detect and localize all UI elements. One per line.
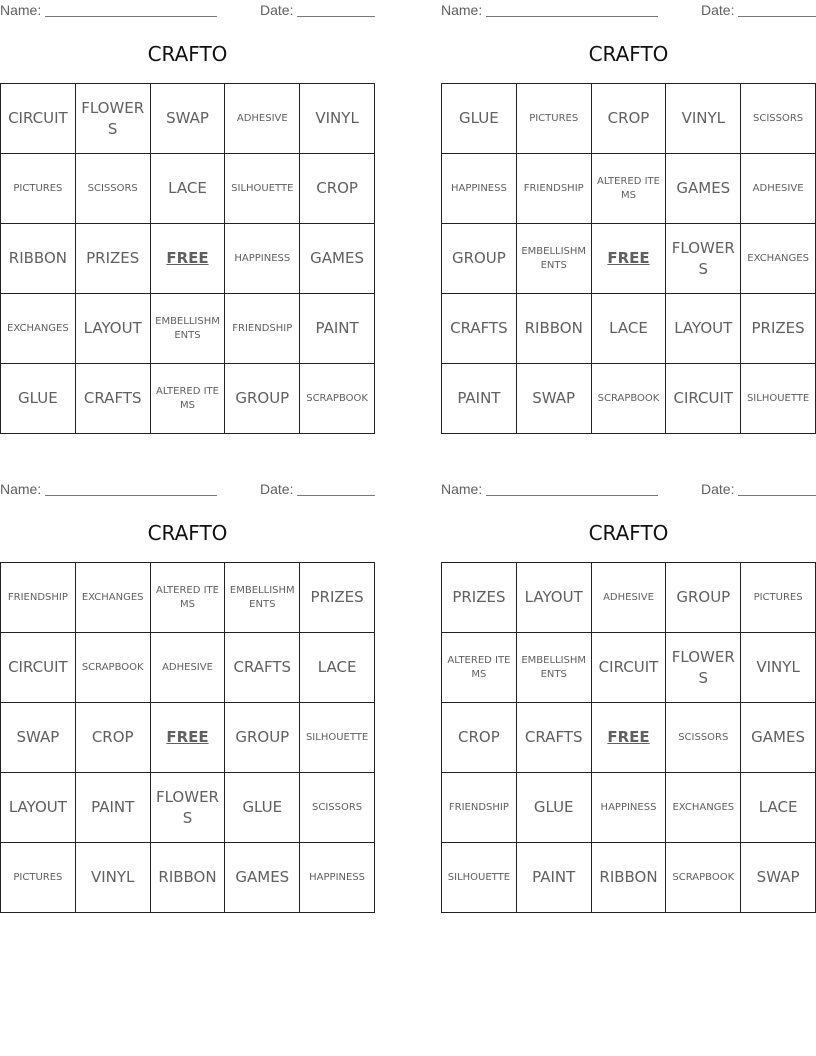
name-field-line — [45, 495, 217, 496]
date-label: Date: — [701, 481, 735, 497]
bingo-cell: PICTURES — [1, 843, 76, 913]
bingo-cell: SILHOUETTE — [300, 703, 375, 773]
bingo-cell: ALTERED ITEMS — [151, 563, 226, 633]
bingo-cell: PICTURES — [741, 563, 816, 633]
card-title: CRAFTO — [588, 521, 669, 545]
free-space-cell: FREE — [151, 224, 226, 294]
date-label: Date: — [701, 2, 735, 18]
bingo-cell: EXCHANGES — [1, 294, 76, 364]
bingo-cell: ADHESIVE — [225, 84, 300, 154]
bingo-cell: RIBBON — [592, 843, 667, 913]
bingo-cell: PRIZES — [300, 563, 375, 633]
bingo-cell: HAPPINESS — [592, 773, 667, 843]
bingo-cell: SCRAPBOOK — [592, 364, 667, 434]
bingo-cell: SWAP — [741, 843, 816, 913]
bingo-card-4 — [441, 479, 816, 913]
bingo-cell: ADHESIVE — [741, 154, 816, 224]
date-field-line — [738, 16, 816, 17]
bingo-cell: GLUE — [442, 84, 517, 154]
bingo-cell: LACE — [151, 154, 226, 224]
bingo-cell: SCISSORS — [76, 154, 151, 224]
bingo-cell: ADHESIVE — [151, 633, 226, 703]
bingo-cell: LACE — [592, 294, 667, 364]
bingo-cell: PICTURES — [517, 84, 592, 154]
bingo-cell: RIBBON — [151, 843, 226, 913]
bingo-cell: PRIZES — [442, 563, 517, 633]
bingo-cell: CIRCUIT — [666, 364, 741, 434]
name-label: Name: — [441, 2, 483, 18]
name-field-line — [45, 16, 217, 17]
bingo-cell: SCISSORS — [666, 703, 741, 773]
bingo-cell: CROP — [76, 703, 151, 773]
bingo-cell: FLOWERS — [666, 224, 741, 294]
bingo-cell: SWAP — [517, 364, 592, 434]
free-space-cell: FREE — [592, 224, 667, 294]
bingo-cell: EMBELLISHMENTS — [151, 294, 226, 364]
bingo-cell: PAINT — [76, 773, 151, 843]
bingo-card-1 — [0, 0, 375, 434]
bingo-cell: GAMES — [225, 843, 300, 913]
bingo-cell: EXCHANGES — [666, 773, 741, 843]
bingo-cell: VINYL — [741, 633, 816, 703]
bingo-cell: CROP — [592, 84, 667, 154]
bingo-cell: FRIENDSHIP — [225, 294, 300, 364]
bingo-cell: PAINT — [442, 364, 517, 434]
date-label: Date: — [260, 2, 294, 18]
bingo-cell: SILHOUETTE — [442, 843, 517, 913]
free-space-cell: FREE — [592, 703, 667, 773]
bingo-cell: CIRCUIT — [592, 633, 667, 703]
bingo-cell: CRAFTS — [225, 633, 300, 703]
card-header — [0, 479, 375, 499]
date-field-line — [297, 495, 375, 496]
bingo-cell: RIBBON — [1, 224, 76, 294]
bingo-cell: FRIENDSHIP — [517, 154, 592, 224]
bingo-cell: VINYL — [300, 84, 375, 154]
bingo-cell: CIRCUIT — [1, 633, 76, 703]
bingo-cell: SCRAPBOOK — [76, 633, 151, 703]
bingo-grid — [0, 562, 375, 913]
bingo-cell: EMBELLISHMENTS — [517, 224, 592, 294]
date-field-line — [297, 16, 375, 17]
bingo-card-3 — [0, 479, 375, 913]
card-title: CRAFTO — [147, 42, 228, 66]
card-header — [441, 479, 816, 499]
bingo-cell: HAPPINESS — [442, 154, 517, 224]
bingo-cell: ALTERED ITEMS — [151, 364, 226, 434]
card-title: CRAFTO — [588, 42, 669, 66]
bingo-cell: SWAP — [151, 84, 226, 154]
bingo-cell: HAPPINESS — [225, 224, 300, 294]
bingo-cell: HAPPINESS — [300, 843, 375, 913]
bingo-cell: SCISSORS — [300, 773, 375, 843]
bingo-cell: PRIZES — [741, 294, 816, 364]
bingo-cell: GROUP — [666, 563, 741, 633]
bingo-cell: LAYOUT — [517, 563, 592, 633]
bingo-cell: ALTERED ITEMS — [442, 633, 517, 703]
date-field-line — [738, 495, 816, 496]
bingo-cell: GAMES — [300, 224, 375, 294]
bingo-cell: LACE — [300, 633, 375, 703]
name-label: Name: — [441, 481, 483, 497]
bingo-cell: ALTERED ITEMS — [592, 154, 667, 224]
bingo-cell: GROUP — [225, 703, 300, 773]
bingo-cell: SCRAPBOOK — [666, 843, 741, 913]
bingo-grid — [0, 83, 375, 434]
bingo-cell: FLOWERS — [666, 633, 741, 703]
bingo-cell: VINYL — [666, 84, 741, 154]
bingo-cell: EXCHANGES — [76, 563, 151, 633]
bingo-cell: FRIENDSHIP — [1, 563, 76, 633]
bingo-cell: EXCHANGES — [741, 224, 816, 294]
bingo-cell: CRAFTS — [517, 703, 592, 773]
bingo-cell: SCRAPBOOK — [300, 364, 375, 434]
bingo-cell: EMBELLISHMENTS — [517, 633, 592, 703]
bingo-cell: LAYOUT — [76, 294, 151, 364]
bingo-cell: FRIENDSHIP — [442, 773, 517, 843]
free-space-cell: FREE — [151, 703, 226, 773]
bingo-cell: GROUP — [442, 224, 517, 294]
bingo-cell: PRIZES — [76, 224, 151, 294]
bingo-cell: GLUE — [517, 773, 592, 843]
bingo-cell: ADHESIVE — [592, 563, 667, 633]
card-header — [441, 0, 816, 20]
bingo-cell: GAMES — [666, 154, 741, 224]
bingo-grid — [441, 83, 816, 434]
bingo-cell: PAINT — [517, 843, 592, 913]
bingo-cell: SWAP — [1, 703, 76, 773]
bingo-cell: GROUP — [225, 364, 300, 434]
bingo-card-2 — [441, 0, 816, 434]
card-title: CRAFTO — [147, 521, 228, 545]
bingo-cell: GAMES — [741, 703, 816, 773]
bingo-cell: VINYL — [76, 843, 151, 913]
name-label: Name: — [0, 481, 42, 497]
bingo-cell: SCISSORS — [741, 84, 816, 154]
bingo-cell: LAYOUT — [1, 773, 76, 843]
bingo-cell: LACE — [741, 773, 816, 843]
bingo-cell: FLOWERS — [151, 773, 226, 843]
bingo-cell: EMBELLISHMENTS — [225, 563, 300, 633]
bingo-cell: FLOWERS — [76, 84, 151, 154]
date-label: Date: — [260, 481, 294, 497]
bingo-cell: CRAFTS — [76, 364, 151, 434]
name-label: Name: — [0, 2, 42, 18]
bingo-cell: PICTURES — [1, 154, 76, 224]
bingo-cell: LAYOUT — [666, 294, 741, 364]
bingo-cell: CRAFTS — [442, 294, 517, 364]
bingo-cell: PAINT — [300, 294, 375, 364]
card-header — [0, 0, 375, 20]
name-field-line — [486, 495, 658, 496]
bingo-cell: CROP — [442, 703, 517, 773]
name-field-line — [486, 16, 658, 17]
bingo-cell: RIBBON — [517, 294, 592, 364]
bingo-cell: SILHOUETTE — [225, 154, 300, 224]
bingo-cell: SILHOUETTE — [741, 364, 816, 434]
bingo-cell: CIRCUIT — [1, 84, 76, 154]
bingo-cell: GLUE — [1, 364, 76, 434]
bingo-cell: CROP — [300, 154, 375, 224]
bingo-cell: GLUE — [225, 773, 300, 843]
bingo-grid — [441, 562, 816, 913]
